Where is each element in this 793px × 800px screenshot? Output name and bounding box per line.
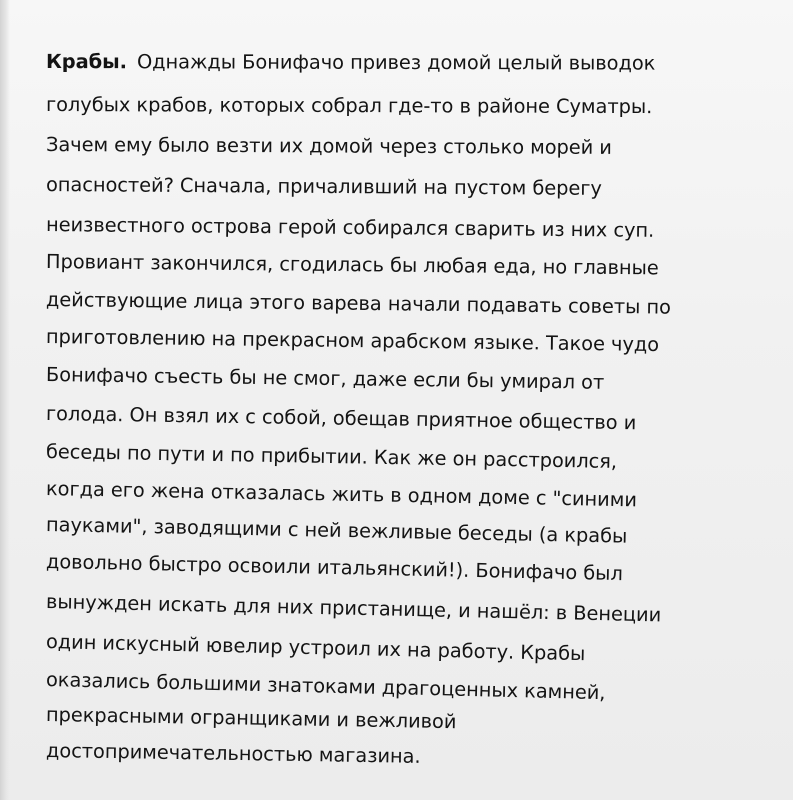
text-line-8: приготовлению на прекрасном арабском языке. Такое чудо xyxy=(45,325,660,357)
text-line-2: голубых крабов, которых собрал где-то в районе Суматры. xyxy=(45,93,653,119)
text-line-7: действующие лица этого варева начали подавать советы по xyxy=(45,288,671,319)
text-line-17: оказались большими знатоками драгоценных камней, xyxy=(45,668,606,705)
text-line-1 xyxy=(46,50,655,75)
text-line-13: пауками", заводящими с ней вежливые беседы (а крабы xyxy=(45,513,628,548)
text-line-5: неизвестного острова герой собирался сварить из них суп. xyxy=(45,213,655,242)
text-line-11: беседы по пути и по прибытии. Как же он расстроился, xyxy=(45,440,618,473)
text-line-10: голода. Он взял их с собой, обещав приятное общество и xyxy=(45,402,637,435)
exhibit-text-placard xyxy=(46,40,781,780)
text-line-1-body: Однажды Бонифачо привез домой целый выводок xyxy=(136,50,656,75)
text-line-9: Бонифачо съесть бы не смог, даже если бы умирал от xyxy=(45,363,605,394)
text-line-4: опасностей? Сначала, причаливший на пустом берегу xyxy=(45,173,602,200)
text-line-18: прекрасными огранщиками и вежливой xyxy=(45,703,457,734)
board-edge-shadow xyxy=(0,0,10,800)
text-line-12: когда его жена отказалась жить в одном доме с "синими xyxy=(45,477,638,512)
text-line-3: Зачем ему было везти их домой через столько морей и xyxy=(45,133,612,159)
text-line-15: вынужден искать для них пристанище, и нашёл: в Венеции xyxy=(45,590,662,627)
text-line-16: один искусный ювелир устроил их на работу. Крабы xyxy=(45,630,586,666)
placard-title: Крабы. xyxy=(45,50,127,74)
text-line-6: Провиант закончился, сгодилась бы любая еда, но главные xyxy=(45,250,659,280)
text-line-14: довольно быстро освоили итальянский!). Бонифачо был xyxy=(45,550,624,586)
text-line-19: достопримечательностью магазина. xyxy=(45,739,421,768)
